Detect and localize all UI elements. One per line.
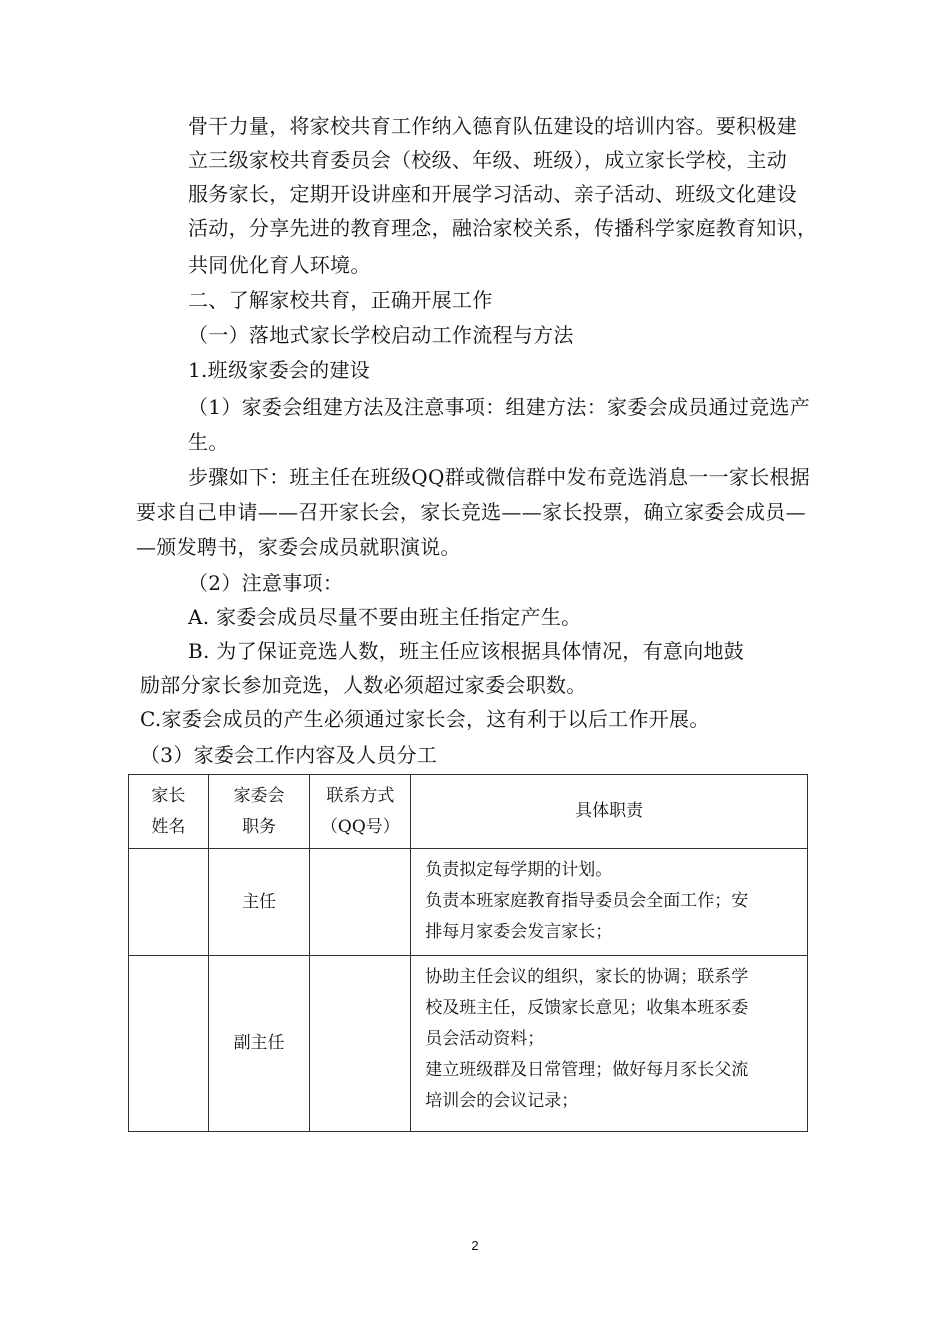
cell-duties — [411, 956, 808, 1132]
duty-line: 协助主任会议的组织，家长的协调；联系学 — [425, 967, 749, 987]
duty-line: 培训会的会议记录； — [425, 1091, 579, 1111]
duty-line: 排每月家委会发言家长； — [425, 922, 613, 942]
subsection-heading: （一）落地式家长学校启动工作流程与方法 — [188, 323, 574, 347]
duty-line: 校及班主任，反馈家长意见；收集本班豕委 — [425, 998, 749, 1018]
table-caption: （3）家委会工作内容及人员分工 — [140, 743, 438, 767]
paragraph-line: （2）注意事项： — [188, 571, 344, 595]
paragraph-line: —颁发聘书，家委会成员就职演说。 — [136, 535, 461, 559]
paragraph-line: 励部分家长参加竞选，人数必须超过家委会职数。 — [140, 673, 587, 697]
cell-role: 副主任 — [208, 956, 310, 1132]
header-line: 联系方式 — [326, 785, 395, 806]
duty-line: 负责本班家庭教育指导委员会全面工作；安 — [425, 891, 749, 911]
paragraph-line: 服务家长，定期开设讲座和开展学习活动、亲子活动、班级文化建设 — [188, 182, 797, 206]
header-line: （QQ号） — [320, 816, 400, 837]
table-row — [129, 956, 808, 1132]
page-number: 2 — [471, 1238, 479, 1253]
paragraph-line: 活动，分享先进的教育理念，融洽家校关系，传播科学家庭教育知识， — [188, 216, 818, 240]
cell-role: 主任 — [208, 849, 310, 956]
table-row — [129, 849, 808, 956]
header-line: 姓名 — [151, 816, 186, 837]
table-header-row — [129, 775, 808, 849]
header-parent-name — [129, 775, 209, 849]
header-duties — [411, 775, 808, 849]
cell-duties — [411, 849, 808, 956]
paragraph-line: 要求自己申请——召开家长会，家长竞选——家长投票，确立家委会成员— — [136, 500, 806, 524]
item-heading: 1.班级家委会的建设 — [188, 358, 371, 382]
paragraph-line: C.家委会成员的产生必须通过家长会，这有利于以后工作开展。 — [140, 707, 710, 731]
paragraph-line: 共同优化育人环境。 — [188, 253, 371, 277]
cell-parent-name — [129, 849, 209, 956]
paragraph-line: A. 家委会成员尽量不要由班主任指定产生。 — [188, 605, 582, 629]
duty-line: 员会活动资料； — [425, 1029, 545, 1049]
duty-line: 建立班级群及日常管理；做好每月豕长父流 — [425, 1060, 749, 1080]
cell-contact — [310, 849, 411, 956]
cell-contact — [310, 956, 411, 1132]
header-line: 具体职责 — [575, 801, 644, 821]
paragraph-line: 立三级家校共育委员会（校级、年级、班级），成立家长学校，主动 — [188, 148, 787, 172]
section-heading: 二、了解家校共育，正确开展工作 — [188, 288, 493, 312]
header-contact — [310, 775, 411, 849]
cell-parent-name — [129, 956, 209, 1132]
paragraph-line: 步骤如下：班主任在班级QQ群或微信群中发布竞选消息一一家长根据 — [188, 465, 811, 489]
paragraph-line: （1）家委会组建方法及注意事项：组建方法：家委会成员通过竞选产 — [188, 395, 811, 419]
header-line: 职务 — [242, 816, 277, 837]
paragraph-line: B. 为了保证竞选人数，班主任应该根据具体情况，有意向地鼓 — [188, 639, 745, 663]
duty-line: 负责拟定每学期的计划。 — [425, 860, 613, 880]
paragraph-line: 生。 — [188, 430, 229, 454]
duty-table — [128, 774, 808, 1132]
header-committee-role — [208, 775, 310, 849]
paragraph-line: 骨干力量，将家校共育工作纳入德育队伍建设的培训内容。要积极建 — [188, 114, 797, 138]
header-line: 家委会 — [233, 785, 285, 806]
header-line: 家长 — [151, 785, 186, 806]
